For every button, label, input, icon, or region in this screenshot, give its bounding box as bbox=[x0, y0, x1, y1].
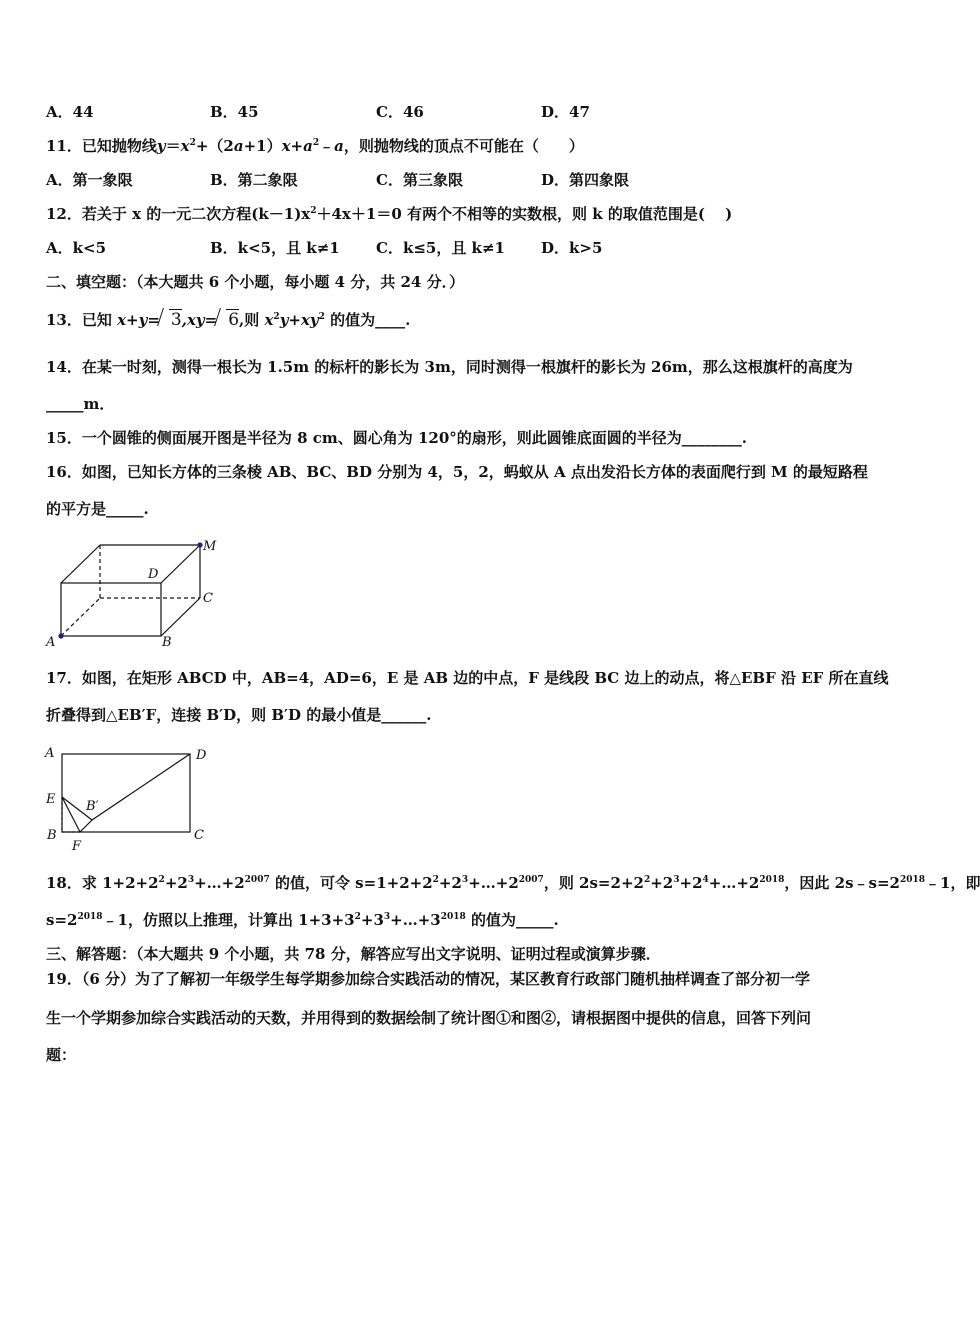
cuboid-front-face bbox=[61, 583, 161, 636]
q13-sqrt-3 bbox=[160, 310, 182, 330]
q18-seg: +2 bbox=[650, 874, 674, 892]
q10-option-c: C．46 bbox=[376, 103, 424, 121]
q10-option-a: A．44 bbox=[46, 103, 94, 121]
question-18-line2 bbox=[46, 910, 559, 930]
q18-seg: +…+3 bbox=[390, 911, 441, 929]
label-a: A bbox=[46, 635, 56, 650]
q18-exp: 2018 bbox=[899, 875, 926, 885]
cuboid-figure bbox=[40, 535, 230, 653]
q13-sqrt-6 bbox=[217, 310, 239, 330]
cuboid-edge bbox=[61, 545, 100, 583]
q11-prefix: 11．已知抛物线 bbox=[46, 137, 157, 155]
question-14-line1: 14．在某一时刻，测得一根长为 1.5m 的标杆的影长为 3m，同时测得一根旗杆的影长为 26m，那么这根旗杆的高度为 bbox=[46, 358, 853, 376]
section-3-heading: 三、解答题：（本大题共 9 个小题，共 78 分，解答应写出文字说明、证明过程或演算步骤． bbox=[46, 945, 661, 963]
q13-then: ,则 bbox=[239, 311, 265, 329]
q11-var-a: a bbox=[233, 137, 244, 155]
q18-exp: 4 bbox=[702, 875, 709, 885]
label-c: C bbox=[194, 828, 204, 843]
q11-plus: +（2 bbox=[195, 137, 234, 155]
q18-seg: ，则 2s=2+2 bbox=[543, 874, 644, 892]
q13-expr-rest: y+xy bbox=[279, 311, 319, 329]
q11-tail: ，则抛物线的顶点不可能在（ ） bbox=[343, 137, 584, 155]
q18-seg: +…+2 bbox=[468, 874, 519, 892]
q13-radicand-3: 3 bbox=[170, 310, 182, 330]
q12-option-b: B．k<5，且 k≠1 bbox=[210, 239, 340, 257]
label-f: F bbox=[72, 839, 82, 854]
q18-seg: s=2 bbox=[46, 911, 78, 929]
q18-exp: 2007 bbox=[244, 875, 270, 885]
q12-exp: 2 bbox=[310, 206, 317, 216]
q11-option-c: C．第三象限 bbox=[376, 171, 463, 189]
q18-seg: +…+2 bbox=[708, 874, 760, 892]
q11-var-x: x bbox=[180, 137, 190, 155]
rectangle-fold-figure bbox=[40, 740, 220, 855]
q18-seg: 18．求 1+2+2 bbox=[46, 874, 159, 892]
q11-var-a2: a bbox=[303, 137, 313, 155]
q11-option-b: B．第二象限 bbox=[210, 171, 298, 189]
q11-var-y: y bbox=[156, 137, 166, 155]
q12-option-d: D．k>5 bbox=[541, 239, 603, 257]
q11-var-x2: x bbox=[281, 137, 291, 155]
q11-minus: ﹣ bbox=[319, 137, 335, 155]
q18-seg: ﹣1，仿照以上推理，计算出 1+3+3 bbox=[102, 911, 355, 929]
label-d: D bbox=[196, 748, 207, 763]
question-16-line2: 的平方是_____. bbox=[46, 500, 149, 518]
q13-exp2: 2 bbox=[318, 312, 325, 322]
label-e: E bbox=[46, 792, 56, 807]
q12-text: 12．若关于 x 的一元二次方程(k－1)x bbox=[46, 205, 311, 223]
question-19-line3: 题： bbox=[46, 1046, 77, 1064]
q13-prefix: 13．已知 bbox=[46, 311, 118, 329]
label-a: A bbox=[45, 746, 55, 761]
label-m: M bbox=[203, 539, 217, 554]
q12-option-c: C．k≤5，且 k≠1 bbox=[376, 239, 505, 257]
point-m bbox=[197, 542, 202, 547]
q18-exp: 2 bbox=[354, 912, 361, 922]
q11-plus2: + bbox=[290, 137, 304, 155]
label-d: D bbox=[148, 567, 159, 582]
q18-exp: 2 bbox=[432, 875, 439, 885]
question-19-line2: 生一个学期参加综合实践活动的天数，并用得到的数据绘制了统计图①和图②，请根据图中提供的信息，回答下列问 bbox=[46, 1009, 812, 1027]
q18-exp: 2018 bbox=[440, 912, 466, 922]
q12-text2: ＋4x＋1＝0 有两个不相等的实数根，则 k 的取值范围是( ) bbox=[316, 205, 733, 223]
segment-b-prime-d bbox=[92, 754, 190, 820]
question-19-line1: 19．（6 分）为了了解初一年级学生每学期参加综合实践活动的情况，某区教育行政部门随机抽样调查了部分初一学 bbox=[46, 970, 811, 988]
q18-exp: 3 bbox=[461, 875, 469, 885]
label-c: C bbox=[203, 591, 213, 606]
question-14-line2: _____m． bbox=[46, 395, 115, 413]
q13-xy-sum: x+y= bbox=[117, 311, 160, 329]
label-b: B bbox=[162, 635, 172, 650]
question-17-line1: 17．如图，在矩形 ABCD 中，AB=4，AD=6，E 是 AB 边的中点，F 是线段 BC 边上的动点，将△EBF 沿 EF 所在直线 bbox=[46, 669, 889, 687]
q11-exp: 2 bbox=[189, 138, 196, 148]
q10-option-b: B．45 bbox=[210, 103, 259, 121]
question-18-line1 bbox=[46, 873, 980, 893]
label-b-prime: B′ bbox=[86, 799, 99, 814]
rectangle-abcd bbox=[62, 754, 190, 832]
q18-exp: 2007 bbox=[518, 875, 544, 885]
question-15: 15．一个圆锥的侧面展开图是半径为 8 cm、圆心角为 120°的扇形，则此圆锥底面圆的半径为________. bbox=[46, 429, 748, 447]
q10-option-d: D．47 bbox=[541, 103, 590, 121]
question-16-line1: 16．如图，已知长方体的三条棱 AB、BC、BD 分别为 4，5，2，蚂蚁从 A 点出发沿长方体的表面爬行到 M 的最短路程 bbox=[46, 463, 868, 481]
q11-exp2: 2 bbox=[312, 138, 320, 148]
q18-seg: +…+2 bbox=[194, 874, 245, 892]
question-13 bbox=[46, 310, 410, 330]
q18-seg: +2 bbox=[438, 874, 462, 892]
segment-ef bbox=[62, 797, 80, 832]
q18-seg: 的值，可令 s=1+2+2 bbox=[269, 874, 433, 892]
cuboid-hidden-edge bbox=[61, 598, 100, 636]
q18-exp: 3 bbox=[187, 875, 195, 885]
label-b: B bbox=[47, 828, 57, 843]
q18-seg: +2 bbox=[679, 874, 703, 892]
q13-xy-product: ,xy= bbox=[181, 311, 218, 329]
q11-var-a3: a bbox=[334, 137, 344, 155]
section-2-heading: 二、填空题：（本大题共 6 个小题，每小题 4 分，共 24 分．） bbox=[46, 273, 465, 291]
q13-radicand-6: 6 bbox=[228, 310, 240, 330]
q18-seg: ，因此 2s﹣s=2 bbox=[784, 874, 900, 892]
q13-tail: 的值为____. bbox=[324, 311, 411, 329]
q11-option-a: A．第一象限 bbox=[46, 171, 133, 189]
q13-expr-x: x bbox=[264, 311, 274, 329]
q11-equals: ＝ bbox=[165, 137, 181, 155]
segment-b-prime-f bbox=[80, 820, 92, 832]
q18-exp: 2 bbox=[158, 875, 165, 885]
q18-seg: ﹣1，即 bbox=[925, 874, 980, 892]
q18-exp: 3 bbox=[673, 875, 680, 885]
q18-exp: 2 bbox=[643, 875, 651, 885]
q18-exp: 2018 bbox=[77, 912, 103, 922]
q18-exp: 3 bbox=[383, 912, 391, 922]
q11-plus1: +1） bbox=[243, 137, 282, 155]
question-11 bbox=[46, 136, 584, 156]
q18-seg: +3 bbox=[360, 911, 384, 929]
q12-option-a: A．k<5 bbox=[46, 239, 107, 257]
q11-option-d: D．第四象限 bbox=[541, 171, 630, 189]
cuboid-edge bbox=[161, 598, 200, 636]
q18-seg: 的值为_____. bbox=[465, 911, 559, 929]
question-17-line2: 折叠得到△EB′F，连接 B′D，则 B′D 的最小值是______. bbox=[46, 706, 432, 724]
question-12 bbox=[46, 204, 732, 224]
q18-seg: +2 bbox=[164, 874, 188, 892]
point-a bbox=[58, 633, 63, 638]
cuboid-edge bbox=[161, 545, 200, 583]
q13-exp1: 2 bbox=[273, 312, 280, 322]
q18-exp: 2018 bbox=[759, 875, 785, 885]
